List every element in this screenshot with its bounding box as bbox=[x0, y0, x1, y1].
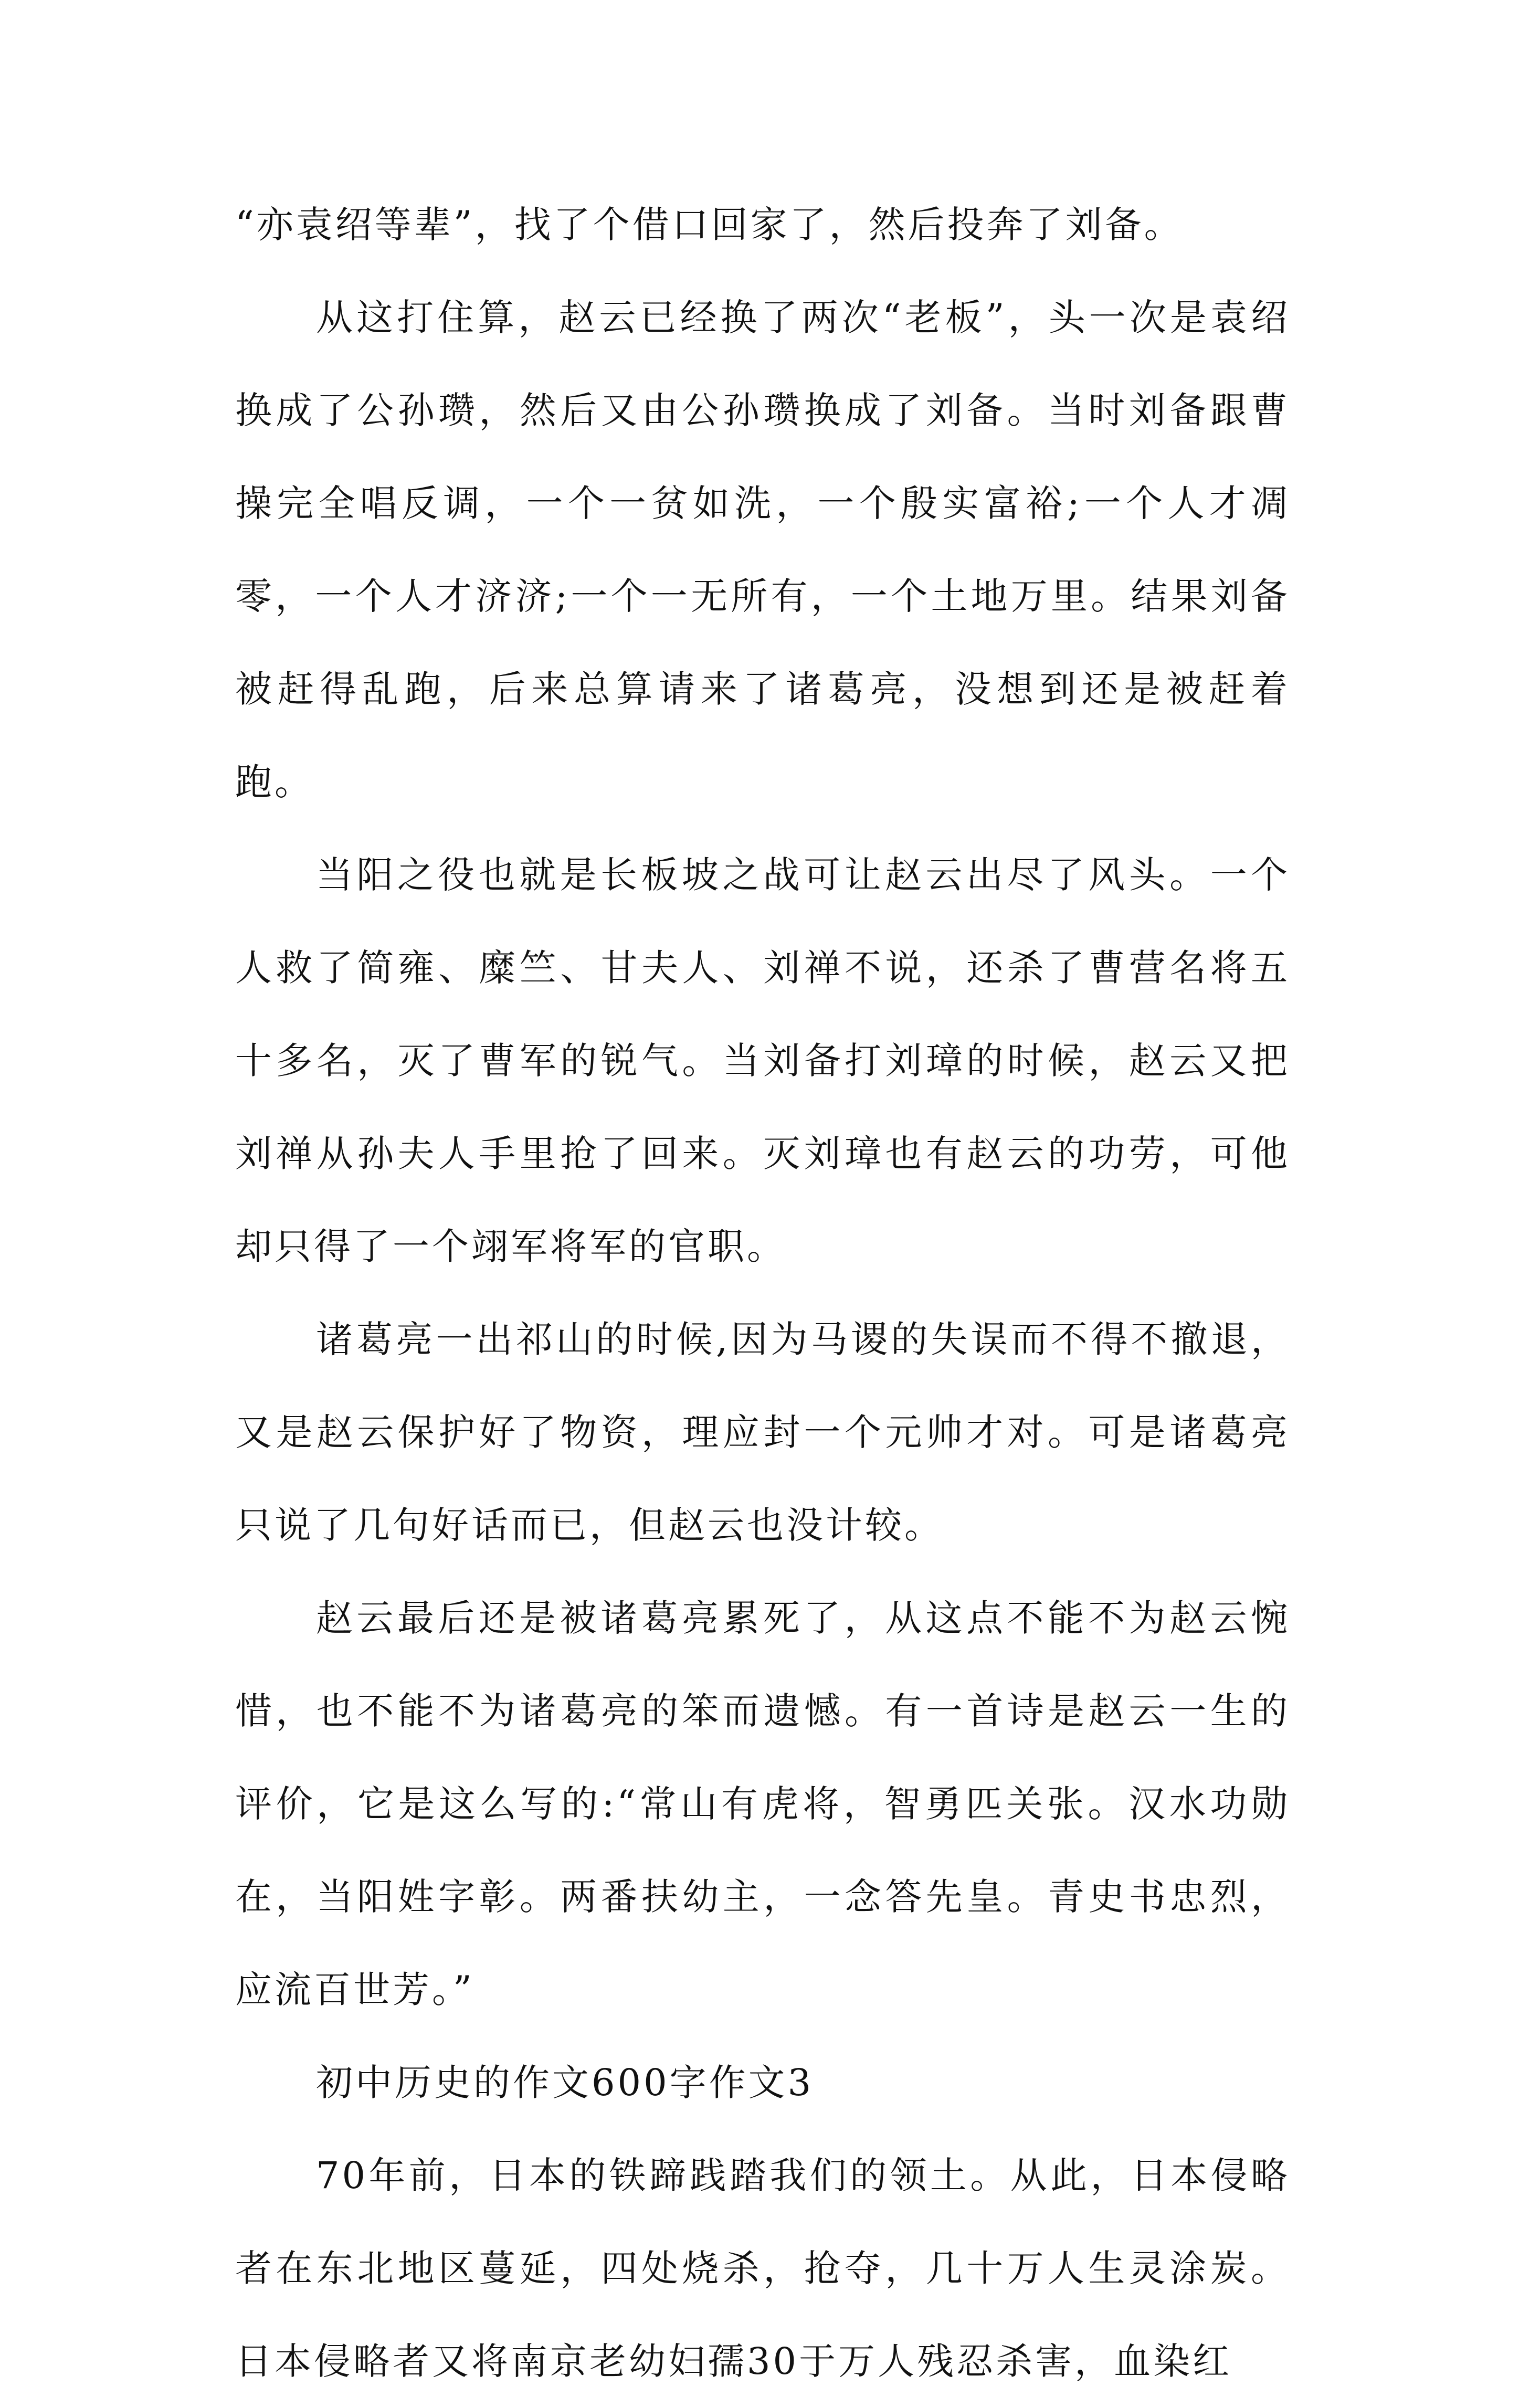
paragraph-japanese-invasion: 70年前，日本的铁蹄践踏我们的领土。从此，日本侵略者在东北地区蔓延，四处烧杀，抢夺，几十万人生灵涂炭。日本侵略者又将南京老幼妇孺30于万人残忍杀害，血染红 bbox=[235, 2154, 1290, 2383]
paragraph-poem-evaluation: 赵云最后还是被诸葛亮累死了，从这点不能不为赵云惋惜，也不能不为诸葛亮的笨而遗憾。有一首诗是赵云一生的评价，它是这么写的:“常山有虎将，智勇匹关张。汉水功勋在，当阳姓字彰。两番扶幼主，一念答先皇。青史书忠烈，应流百世芳。” bbox=[235, 1597, 1290, 2011]
paragraph-zhao-yun-bosses: 从这打住算，赵云已经换了两次“老板”，头一次是袁绍换成了公孙瓒，然后又由公孙瓒换成了刘备。当时刘备跟曹操完全唱反调，一个一贫如洗，一个殷实富裕;一个人才凋零，一个人才济济;一个一无所有，一个土地万里。结果刘备被赶得乱跑，后来总算请来了诸葛亮，没想到还是被赶着跑。 bbox=[235, 296, 1290, 804]
document-body bbox=[235, 178, 1290, 2408]
paragraph-changban-battle: 当阳之役也就是长板坡之战可让赵云出尽了风头。一个人救了简雍、糜竺、甘夫人、刘禅不说，还杀了曹营名将五十多名，灭了曹军的锐气。当刘备打刘璋的时候，赵云又把刘禅从孙夫人手里抢了回来。灭刘璋也有赵云的功劳，可他却只得了一个翊军将军的官职。 bbox=[235, 853, 1290, 1268]
paragraph-continuation: “亦袁绍等辈”，找了个借口回家了，然后投奔了刘备。 bbox=[235, 203, 1184, 246]
paragraph-qishan-retreat: 诸葛亮一出祁山的时候,因为马谡的失误而不得不撤退，又是赵云保护好了物资，理应封一个元帅才对。可是诸葛亮只说了几句好话而已，但赵云也没计较。 bbox=[235, 1318, 1290, 1547]
section-heading: 初中历史的作文600字作文3 bbox=[316, 2061, 814, 2104]
